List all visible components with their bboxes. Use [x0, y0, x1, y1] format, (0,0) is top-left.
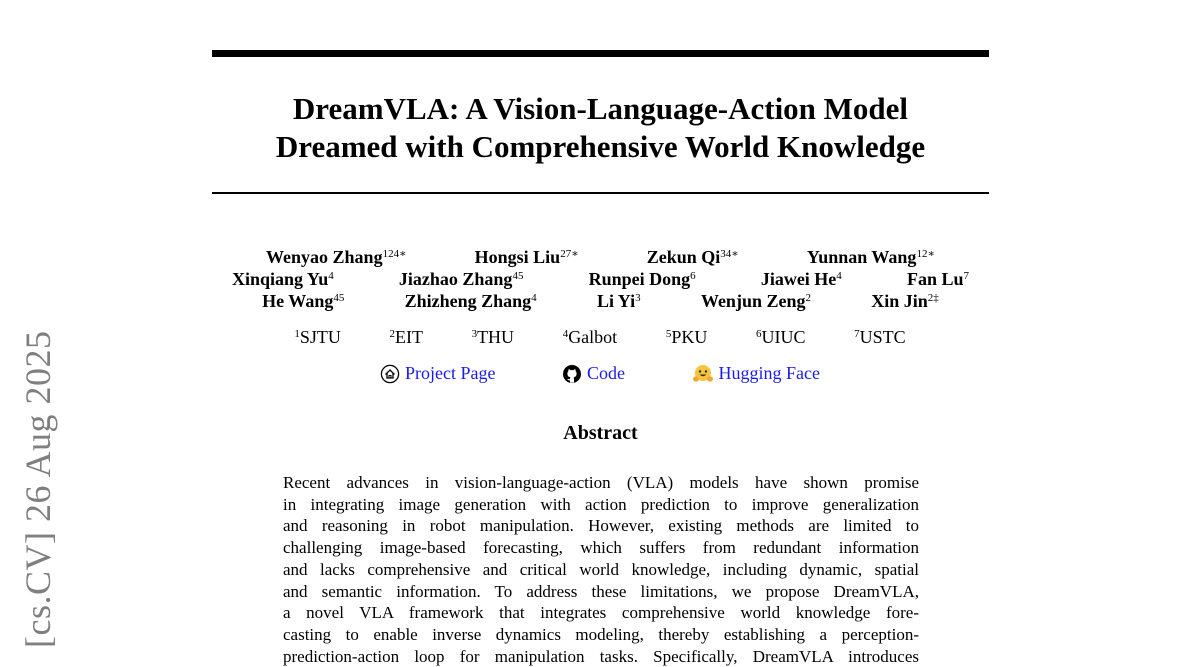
affiliation: $^4$Galbot: [562, 327, 618, 347]
resource-links: [380, 363, 820, 384]
author-row: [232, 268, 969, 290]
abstract-line: in integrating image generation with action prediction to improve generalization: [283, 494, 919, 514]
abstract-line: and semantic information. To address these limitations, we propose DreamVLA,: [283, 581, 919, 601]
affiliations: [270, 327, 930, 348]
affiliation: $^5$PKU: [665, 327, 708, 347]
abstract-line: and reasoning in robot manipulation. However, existing methods are limited to: [283, 516, 919, 536]
abstract-line: Recent advances in vision-language-action (VLA) models have shown promise: [283, 473, 919, 492]
title-top-rule: [212, 50, 989, 57]
author: Xin Jin$^{2\ddagger}$: [871, 291, 939, 311]
author: Xinqiang Yu$^4$: [232, 269, 334, 289]
hugging-face-link[interactable]: [692, 363, 820, 384]
abstract-line: and lacks comprehensive and critical world knowledge, including dynamic, spatial: [283, 559, 919, 579]
paper-title: [212, 90, 989, 166]
project-page-link[interactable]: [380, 363, 495, 384]
affiliation: $^3$THU: [471, 327, 515, 347]
affiliation: $^7$USTC: [854, 327, 906, 347]
author: Jiawei He$^4$: [760, 269, 842, 289]
abstract-heading: Abstract: [563, 422, 638, 444]
affiliation: $^1$SJTU: [294, 327, 341, 347]
abstract-body: [283, 472, 919, 667]
author-block: [232, 246, 969, 312]
author: Wenyao Zhang$^{124∗}$: [266, 247, 407, 267]
home-icon: [380, 364, 400, 384]
arxiv-stamp-text: [cs.CV] 26 Aug 2025: [18, 330, 58, 648]
github-icon: [562, 364, 582, 384]
arxiv-stamp: [8, 0, 68, 648]
author: Wenjun Zeng$^2$: [700, 291, 811, 311]
project-page-label: Project Page: [405, 363, 496, 383]
author: Hongsi Liu$^{27∗}$: [474, 247, 579, 267]
abstract-line: challenging image-based forecasting, which suffers from redundant information: [283, 538, 919, 558]
abstract-line: prediction-action loop for manipulation tasks. Specifically, DreamVLA introduces: [283, 646, 919, 666]
author: He Wang$^{45}$: [262, 291, 345, 311]
title-line: DreamVLA: A Vision-Language-Action Model: [292, 91, 909, 126]
author-row: [232, 246, 969, 268]
affiliation: $^6$UIUC: [755, 327, 806, 347]
author: Zekun $Qi^{34∗}$: [646, 247, 739, 267]
author-row: [232, 290, 969, 312]
author: Yunnan Wang$^{12∗}$: [806, 247, 935, 267]
abstract-line: a novel VLA framework that integrates comprehensive world knowledge fore-: [283, 603, 919, 623]
author: Zhizheng Zhang$^4$: [404, 291, 537, 311]
code-link[interactable]: [562, 363, 625, 384]
hugging-face-icon: [692, 364, 714, 384]
title-line: Dreamed with Comprehensive World Knowledge: [275, 129, 926, 164]
author: Jiazhao Zhang$^{45}$: [398, 269, 524, 289]
author: Runpei Dong$^6$: [588, 269, 696, 289]
affiliation: $^2$EIT: [389, 327, 423, 347]
code-label: Code: [587, 363, 625, 383]
author: Fan Lu$^7$: [906, 269, 969, 289]
title-bottom-rule: [212, 192, 989, 194]
author: Li Yi$^3$: [596, 291, 641, 311]
hugging-face-label: Hugging Face: [718, 363, 820, 383]
abstract-line: casting to enable inverse dynamics modeling, thereby establishing a perception-: [283, 624, 919, 644]
